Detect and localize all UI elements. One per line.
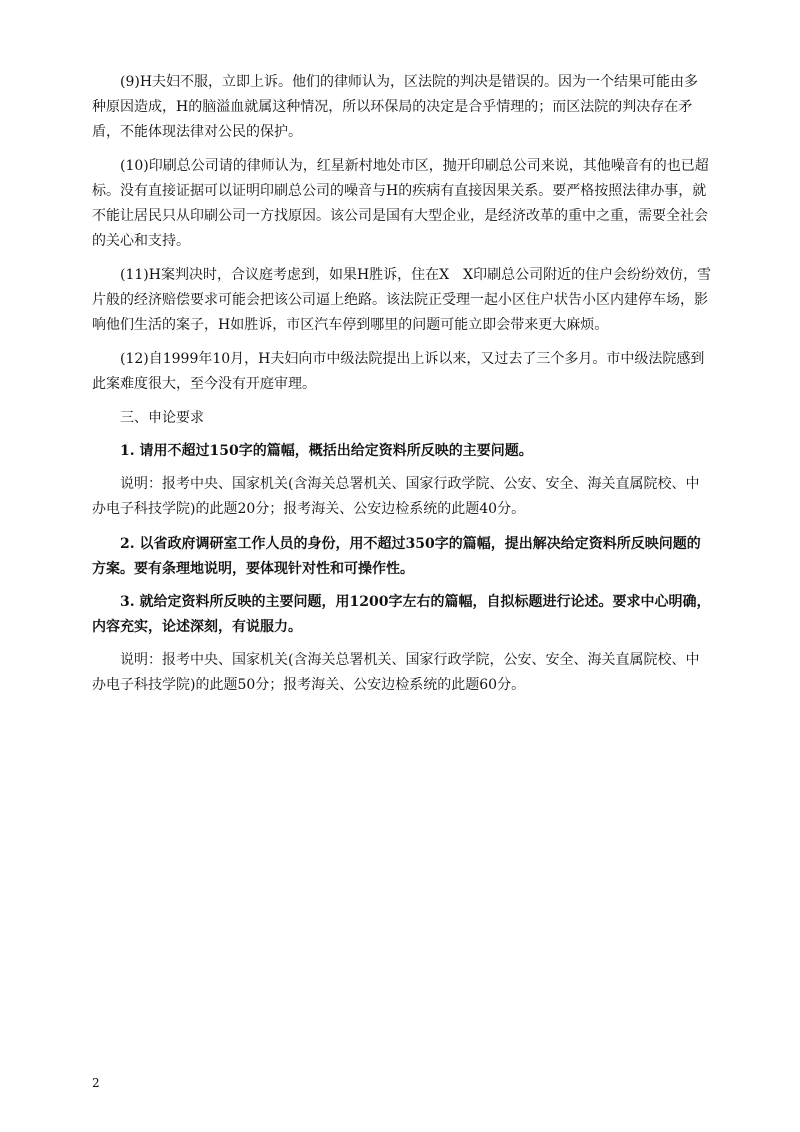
paragraph-9: (9)H夫妇不服，立即上诉。他们的律师认为，区法院的判决是错误的。因为一个结果可能由多种原因造成，H的脑溢血就属这种情况，所以环保局的决定是合乎情理的；而区法院的判决存在矛盾，不能体现法律对公民的保护。 (92, 74, 699, 140)
requirement-1: 1. 请用不超过150字的篇幅，概括出给定资料所反映的主要问题。 (120, 443, 533, 459)
page-number: 2 (92, 1076, 100, 1090)
paragraph-10: (10)印刷总公司请的律师认为，红星新村地处市区，抛开印刷总公司来说，其他噪音有的也已超标。没有直接证据可以证明印刷总公司的噪音与H的疾病有直接因果关系。要严格按照法律办事，就不能让居民只从印刷公司一方找原因。该公司是国有大型企业，是经济改革的重中之重，需要全社会的关心和支持。 (92, 158, 709, 249)
page-content (92, 70, 712, 708)
requirement-1-note: 说明：报考中央、国家机关(含海关总署机关、国家行政学院、公安、安全、海关直属院校、中办电子科技学院)的此题20分；报考海关、公安边检系统的此题40分。 (92, 476, 700, 517)
paragraph-11: (11)H案判决时，合议庭考虑到，如果H胜诉，住在X X印刷总公司附近的住户会纷纷效仿，雪片般的经济赔偿要求可能会把该公司逼上绝路。该法院正受理一起小区住户状告小区内建停车场，影响他们生活的案子，H如胜诉，市区汽车停到哪里的问题可能立即会带来更大麻烦。 (92, 267, 712, 333)
requirement-2: 2. 以省政府调研室工作人员的身份，用不超过350字的篇幅，提出解决给定资料所反映问题的方案。要有条理地说明，要体现针对性和可操作性。 (92, 536, 701, 577)
requirement-3: 3. 就给定资料所反映的主要问题，用1200字左右的篇幅，自拟标题进行论述。要求中心明确，内容充实，论述深刻，有说服力。 (92, 594, 711, 635)
requirement-3-note: 说明：报考中央、国家机关(含海关总署机关、国家行政学院，公安、安全、海关直属院校、中办电子科技学院)的此题50分；报考海关、公安边检系统的此题60分。 (92, 652, 700, 693)
section-heading: 三、申论要求 (120, 410, 204, 426)
paragraph-12: (12)自1999年10月，H夫妇向市中级法院提出上诉以来，又过去了三个多月。市中级法院感到此案难度很大，至今没有开庭审理。 (92, 351, 705, 392)
